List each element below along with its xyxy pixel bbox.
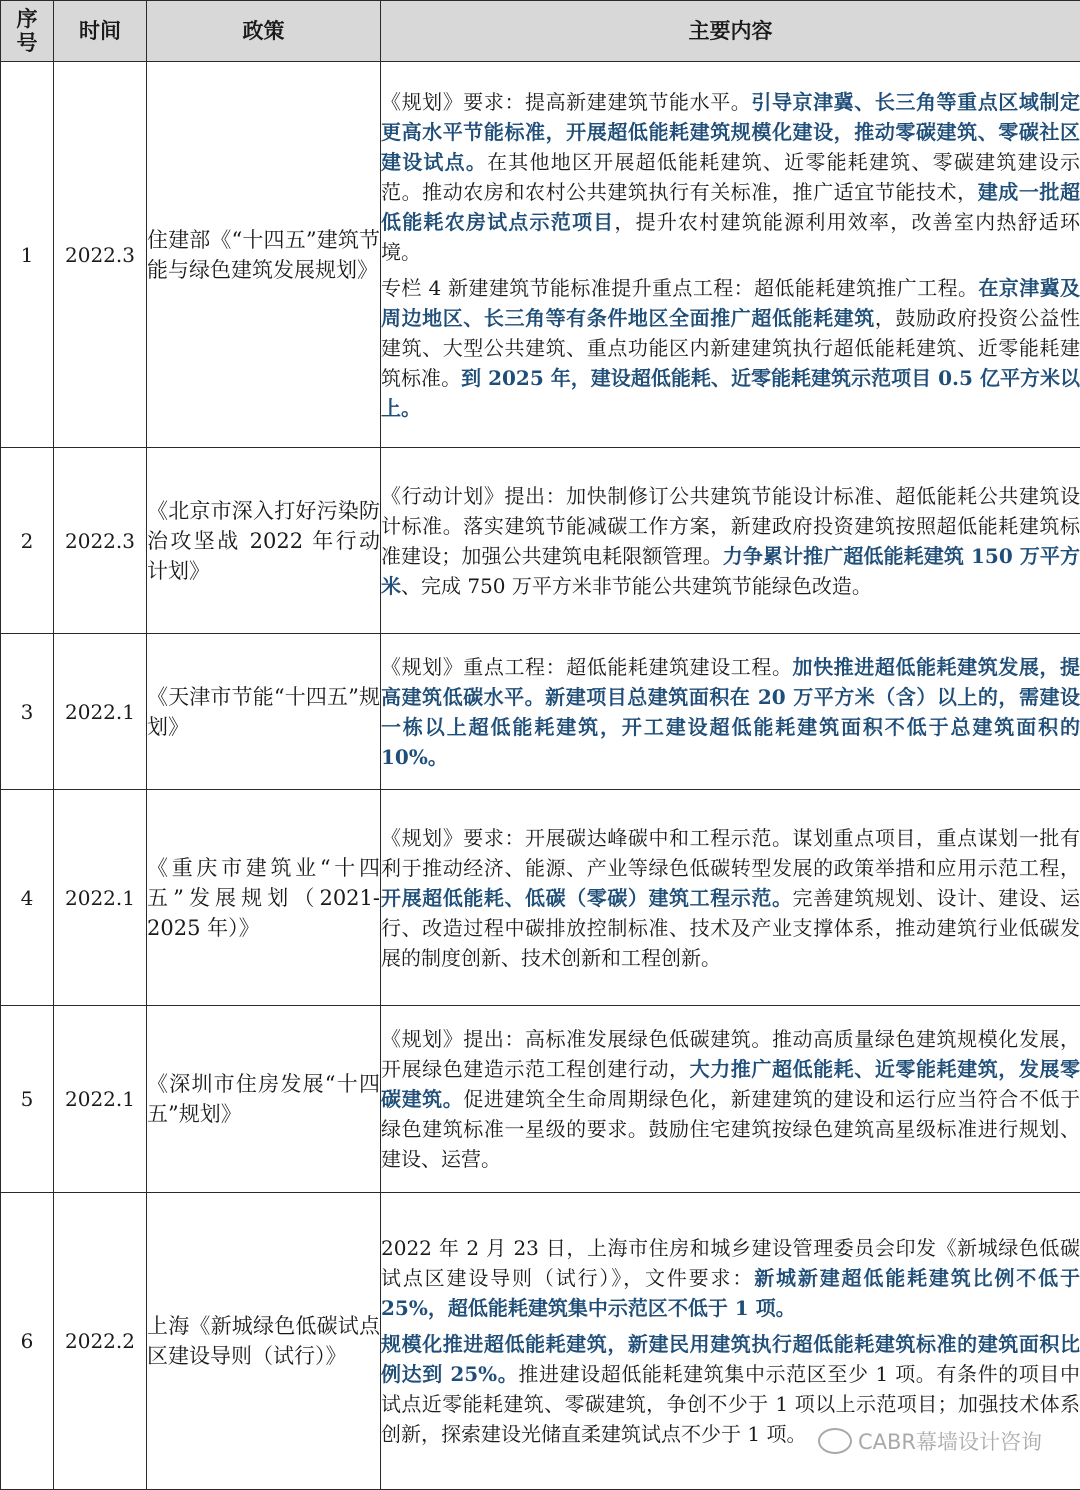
header-content: 主要内容 — [381, 1, 1080, 62]
watermark-text: CABR幕墙设计咨询 — [858, 1426, 1042, 1456]
row-content — [381, 448, 1080, 634]
table-row — [1, 448, 1080, 634]
highlight-text: 新城新建超低能耗建筑比例不低于 25%，超低能耗建筑集中示范区不低于 1 项。 — [381, 1266, 1080, 1320]
wechat-icon — [818, 1428, 852, 1454]
body-text: 《规划》要求：开展碳达峰碳中和工程示范。谋划重点项目，重点谋划一批有利于推动经济、能源、产业等绿色低碳转型发展的政策举措和应用示范工程， — [381, 826, 1080, 880]
highlight-text: 大力推广超低能耗、近零能耗建筑，发展零碳建筑。 — [381, 1057, 1080, 1111]
body-text: ，提升农村建筑能源利用效率，改善室内热舒适环境。 — [381, 210, 1080, 264]
content-paragraph — [381, 1024, 1080, 1174]
highlight-text: 建成一批超低能耗农房试点示范项目 — [381, 180, 1080, 234]
row-number: 3 — [1, 634, 54, 790]
body-text: 促进建筑全生命周期绿色化，新建建筑的建设和运行应当符合不低于绿色建筑标准一星级的要求。鼓励住宅建筑按绿色建筑高星级标准进行规划、建设、运营。 — [381, 1087, 1080, 1171]
row-policy: 《天津市节能“十四五”规划》 — [147, 634, 381, 790]
row-time: 2022.1 — [54, 1006, 147, 1193]
row-time: 2022.1 — [54, 790, 147, 1006]
body-text: 专栏 4 新建建筑节能标准提升重点工程：超低能耗建筑推广工程。 — [381, 276, 978, 300]
row-content — [381, 62, 1080, 448]
row-policy: 上海《新城绿色低碳试点区建设导则（试行）》 — [147, 1193, 381, 1490]
row-number: 1 — [1, 62, 54, 448]
header-time: 时间 — [54, 1, 147, 62]
row-time: 2022.1 — [54, 634, 147, 790]
content-paragraph — [381, 652, 1080, 772]
highlight-text: 开展超低能耗、低碳（零碳）建筑工程示范。 — [381, 886, 793, 910]
highlight-text: 规模化推进超低能耗建筑，新建民用建筑执行超低能耗建筑标准的建筑面积比例达到 25%。 — [381, 1332, 1080, 1386]
body-text: 、完成 750 万平方米非节能公共建筑节能绿色改造。 — [401, 574, 872, 598]
header-row — [1, 1, 1080, 62]
body-text: 《规划》提出：高标准发展绿色低碳建筑。推动高质量绿色建筑规模化发展，开展绿色建造示范工程创建行动， — [381, 1027, 1080, 1081]
highlight-text: 在京津冀及周边地区、长三角等有条件地区全面推广超低能耗建筑 — [381, 276, 1080, 330]
row-policy: 《北京市深入打好污染防治攻坚战 2022 年行动计划》 — [147, 448, 381, 634]
table-row — [1, 1006, 1080, 1193]
highlight-text: 力争累计推广超低能耗建筑 150 万平方米 — [381, 544, 1080, 598]
row-content — [381, 634, 1080, 790]
body-text: 在其他地区开展超低能耗建筑、近零能耗建筑、零碳建筑建设示范。推动农房和农村公共建筑执行有关标准，推广适宜节能技术， — [381, 150, 1080, 204]
body-text: 《规划》重点工程：超低能耗建筑建设工程。 — [381, 655, 793, 679]
row-time: 2022.2 — [54, 1193, 147, 1490]
row-number: 2 — [1, 448, 54, 634]
highlight-text: 到 2025 年，建设超低能耗、近零能耗建筑示范项目 0.5 亿平方米以上。 — [381, 366, 1080, 420]
body-text: 《规划》要求：提高新建建筑节能水平。 — [381, 90, 751, 114]
header-no: 序号 — [1, 1, 54, 62]
watermark — [818, 1426, 1042, 1456]
header-policy: 政策 — [147, 1, 381, 62]
body-text: 2022 年 2 月 23 日，上海市住房和城乡建设管理委员会印发《新城绿色低碳试点区建设导则（试行）》，文件要求： — [381, 1236, 1080, 1290]
content-paragraph — [381, 1233, 1080, 1323]
row-content — [381, 790, 1080, 1006]
row-number: 5 — [1, 1006, 54, 1193]
row-time: 2022.3 — [54, 62, 147, 448]
table-row — [1, 634, 1080, 790]
row-content — [381, 1006, 1080, 1193]
content-paragraph — [381, 823, 1080, 973]
highlight-text: 加快推进超低能耗建筑发展，提高建筑低碳水平。新建项目总建筑面积在 20 万平方米（含）以上的，需建设一栋以上超低能耗建筑，开工建设超低能耗建筑面积不低于总建筑面积的 10%。 — [381, 655, 1080, 769]
row-number: 6 — [1, 1193, 54, 1490]
body-text: 《行动计划》提出：加快制修订公共建筑节能设计标准、超低能耗公共建筑设计标准。落实建筑节能减碳工作方案，新建政府投资建筑按照超低能耗建筑标准建设；加强公共建筑电耗限额管理。 — [381, 484, 1080, 568]
content-paragraph — [381, 87, 1080, 267]
table-row — [1, 790, 1080, 1006]
row-policy: 《重庆市建筑业“十四五”发展规划（2021-2025 年）》 — [147, 790, 381, 1006]
row-policy: 住建部《“十四五”建筑节能与绿色建筑发展规划》 — [147, 62, 381, 448]
row-time: 2022.3 — [54, 448, 147, 634]
table-row — [1, 62, 1080, 448]
row-policy: 《深圳市住房发展“十四五”规划》 — [147, 1006, 381, 1193]
content-paragraph — [381, 481, 1080, 601]
content-paragraph — [381, 273, 1080, 423]
body-text: 完善建筑规划、设计、建设、运行、改造过程中碳排放控制标准、技术及产业支撑体系，推动建筑行业低碳发展的制度创新、技术创新和工程创新。 — [381, 886, 1080, 970]
highlight-text: 引导京津冀、长三角等重点区域制定更高水平节能标准，开展超低能耗建筑规模化建设，推动零碳建筑、零碳社区建设试点。 — [381, 90, 1080, 174]
body-text: 推进建设超低能耗建筑集中示范区至少 1 项。有条件的项目中试点近零能耗建筑、零碳建筑，争创不少于 1 项以上示范项目；加强技术体系创新，探索建设光储直柔建筑试点不少于 1 项。 — [381, 1362, 1080, 1446]
body-text: ，鼓励政府投资公益性建筑、大型公共建筑、重点功能区内新建建筑执行超低能耗建筑、近零能耗建筑标准。 — [381, 306, 1080, 390]
row-number: 4 — [1, 790, 54, 1006]
